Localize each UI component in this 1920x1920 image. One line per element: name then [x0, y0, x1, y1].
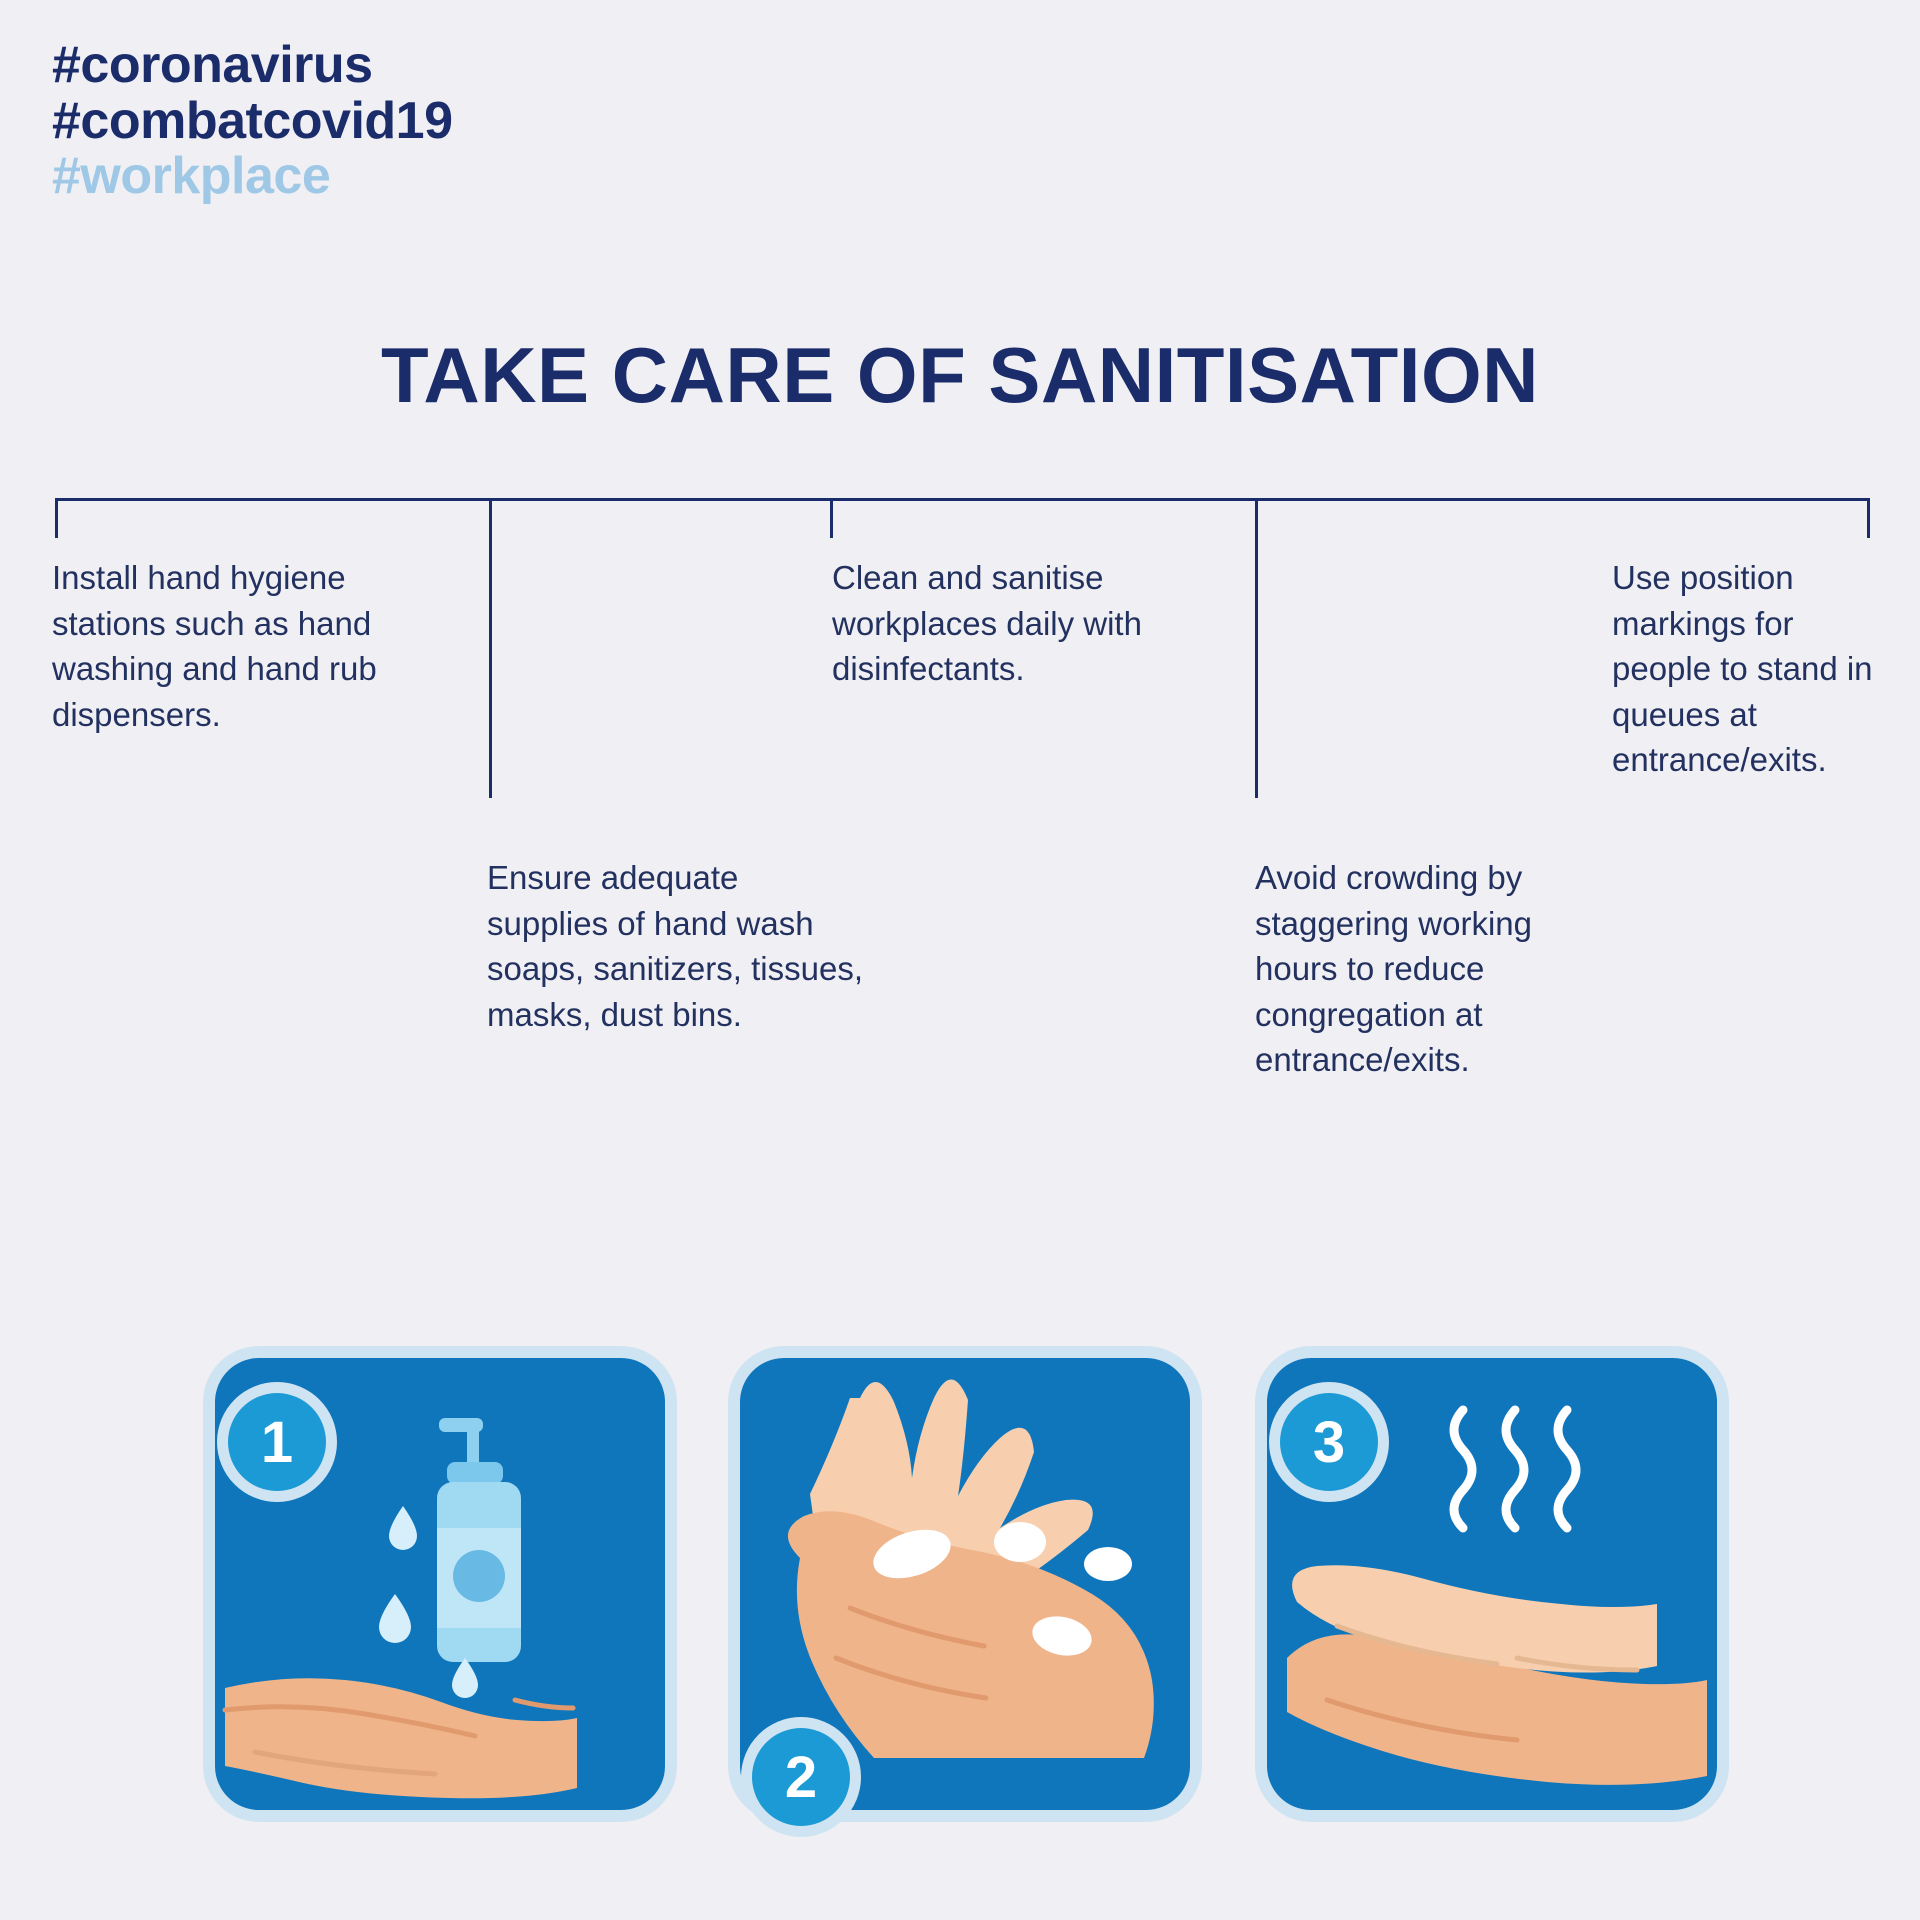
bracket-tick-3	[830, 498, 833, 538]
bracket-tick-4	[1255, 498, 1258, 798]
note-clean-sanitise-daily: Clean and sanitise workplaces daily with disinfectants.	[832, 559, 1142, 688]
hashtag-coronavirus: #coronavirus	[52, 36, 373, 94]
hashtag-combatcovid19: #combatcovid19	[52, 91, 453, 150]
note-adequate-supplies: Ensure adequate supplies of hand wash soaps, sanitizers, tissues, masks, dust bins.	[487, 859, 863, 1033]
step-badge-1: 1	[228, 1393, 326, 1491]
bracket-tick-5	[1867, 498, 1870, 538]
bracket-horizontal-line	[55, 498, 1870, 501]
illustration-row	[0, 1338, 1920, 1898]
note-hand-hygiene-stations: Install hand hygiene stations such as hand washing and hand rub dispensers.	[52, 559, 377, 733]
hashtag-group	[52, 38, 453, 205]
bracket-tick-2	[489, 498, 492, 798]
note-avoid-crowding: Avoid crowding by staggering working hours to reduce congregation at entrance/exits.	[1255, 859, 1532, 1079]
step-badge-2: 2	[752, 1728, 850, 1826]
bracket-tick-1	[55, 498, 58, 538]
hashtag-workplace: #workplace	[52, 147, 331, 206]
step-badge-3: 3	[1280, 1393, 1378, 1491]
note-position-markings: Use position markings for people to stand in queues at entrance/exits.	[1612, 559, 1873, 779]
page-title: TAKE CARE OF SANITISATION	[381, 331, 1539, 419]
